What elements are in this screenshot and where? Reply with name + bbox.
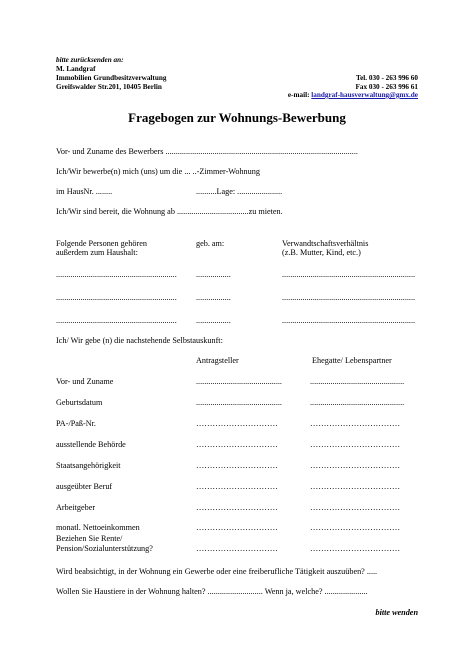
income-label: monatl. Nettoeinkommen Beziehen Sie Rente/ Pension/Sozialunterstützung?	[56, 523, 153, 553]
spouse-input[interactable]: ……………………………	[310, 440, 401, 449]
spouse-input[interactable]: ..............................................	[310, 398, 405, 407]
household-row-name[interactable]: ...........................................................	[56, 270, 177, 279]
business-question[interactable]: Wird beabsichtigt, in der Wohnung ein Gewerbe oder eine freiberufliche Tätigkeit auszuüben? .....	[56, 567, 378, 576]
spouse-input[interactable]: ……………………………	[310, 503, 401, 512]
applicant-input[interactable]: …………………………	[196, 503, 278, 512]
col-spouse-header: Ehegatte/ Lebenspartner	[312, 356, 392, 365]
spouse-input[interactable]: ..............................................	[310, 377, 405, 386]
email-link[interactable]: landgraf-hausverwaltung@gmx.de	[311, 91, 418, 99]
house-number-field[interactable]: im HausNr. ........	[56, 187, 113, 196]
field-label: Staatsangehörigkeit	[56, 461, 121, 470]
spouse-input[interactable]: ……………………………	[310, 482, 401, 491]
field-label: Vor- und Zuname	[56, 377, 114, 386]
household-col-born: geb. am:	[196, 239, 225, 248]
applicant-input[interactable]: ..........................................	[196, 377, 282, 386]
room-count-field[interactable]: Ich/Wir bewerbe(n) mich (uns) um die ... ..-Zimmer-Wohnung	[56, 167, 260, 176]
household-row-relation[interactable]: .................................................................	[282, 316, 416, 325]
spouse-input[interactable]: ……………………………	[310, 461, 401, 470]
position-field[interactable]: ..........Lage: ......................	[196, 187, 283, 196]
household-row-born[interactable]: .................	[196, 316, 231, 325]
spouse-pension-input[interactable]: ……………………………	[310, 544, 401, 553]
applicant-income-input[interactable]: …………………………	[196, 523, 278, 532]
page-title: Fragebogen zur Wohnungs-Bewerbung	[128, 110, 346, 125]
household-row-relation[interactable]: .................................................................	[282, 293, 416, 302]
field-label: PA-/Paß-Nr.	[56, 419, 96, 428]
applicant-pension-input[interactable]: …………………………	[196, 544, 278, 553]
pets-question[interactable]: Wollen Sie Haustiere in der Wohnung halten? ........................... Wenn ja, welche? .....................	[56, 587, 368, 596]
household-row-born[interactable]: .................	[196, 270, 231, 279]
field-label: Geburtsdatum	[56, 398, 103, 407]
email-label: e-mail:	[287, 91, 310, 99]
field-label: ausstellende Behörde	[56, 440, 126, 449]
applicant-input[interactable]: …………………………	[196, 482, 278, 491]
applicant-input[interactable]: …………………………	[196, 461, 278, 470]
spouse-income-input[interactable]: ……………………………	[310, 523, 401, 532]
household-row-name[interactable]: ...........................................................	[56, 316, 177, 325]
field-label: ausgeübter Beruf	[56, 482, 113, 491]
field-label: Arbeitgeber	[56, 503, 96, 512]
household-row-relation[interactable]: .................................................................	[282, 270, 416, 279]
move-in-date-field[interactable]: Ich/Wir sind bereit, die Wohnung ab ...................................zu mieten.	[56, 207, 283, 216]
sender-email-line	[288, 91, 418, 99]
applicant-name-field[interactable]: Vor- und Zuname des Bewerbers ..............................................................................................	[56, 147, 358, 156]
household-row-born[interactable]: .................	[196, 293, 231, 302]
send-back-note: bitte zurücksenden an:	[56, 56, 124, 64]
sender-company: Immobilien Grundbesitzverwaltung	[56, 74, 167, 82]
household-col-persons: Folgende Personen gehören außerdem zum Haushalt:	[56, 239, 147, 257]
applicant-input[interactable]: …………………………	[196, 419, 278, 428]
household-row-name[interactable]: ...........................................................	[56, 293, 177, 302]
household-col-relation: Verwandtschaftsverhältnis (z.B. Mutter, Kind, etc.)	[282, 239, 369, 257]
footer-turn-page: bitte wenden	[375, 608, 418, 617]
self-disclosure-intro: Ich/ Wir gebe (n) die nachstehende Selbstauskunft:	[56, 336, 223, 345]
sender-name: M. Landgraf	[56, 65, 96, 73]
sender-phone: Tel. 030 - 263 996 60	[355, 74, 418, 82]
sender-address: Greifswalder Str.201, 10405 Berlin	[56, 83, 162, 91]
col-applicant-header: Antragsteller	[196, 356, 239, 365]
applicant-input[interactable]: ..........................................	[196, 398, 282, 407]
sender-fax: Fax 030 - 263 996 61	[355, 83, 418, 91]
spouse-input[interactable]: ……………………………	[310, 419, 401, 428]
applicant-input[interactable]: …………………………	[196, 440, 278, 449]
